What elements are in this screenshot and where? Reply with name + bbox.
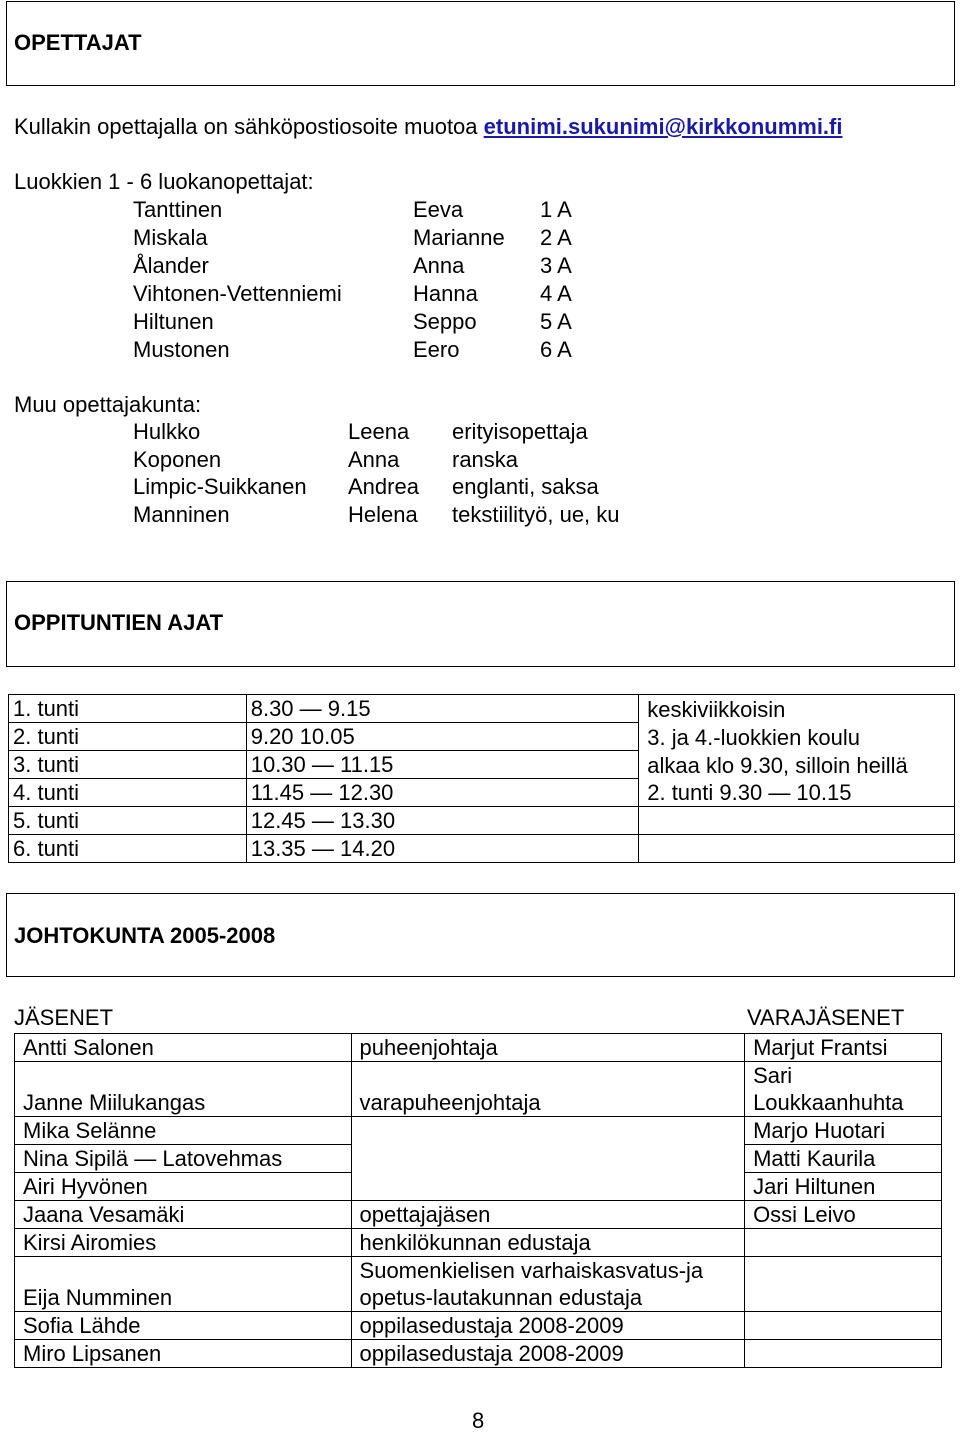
board-row — [15, 1201, 942, 1229]
board-deputy — [745, 1257, 942, 1312]
board-row — [15, 1062, 942, 1117]
staff-first: Helena — [348, 501, 418, 527]
lesson-name: 3. tunti — [9, 751, 247, 779]
staff-last: Limpic-Suikkanen — [133, 474, 307, 499]
board-role: Suomenkielisen varhaiskasvatus-ja opetus-lautakunnan edustaja — [351, 1257, 745, 1312]
class-teacher-first: Anna — [413, 253, 465, 278]
lesson-row — [9, 779, 955, 807]
lesson-time: 9.20 10.05 — [246, 723, 639, 751]
class-teacher-class: 6 A — [540, 337, 572, 362]
class-teacher-first: Marianne — [413, 225, 505, 250]
board-row — [15, 1229, 942, 1257]
board-row — [15, 1257, 942, 1312]
teachers-section-title: OPETTAJAT — [14, 30, 142, 55]
lesson-row — [9, 807, 955, 835]
lesson-note — [639, 835, 955, 863]
email-line-prefix: Kullakin opettajalla on sähköpostiosoite muotoa — [14, 114, 484, 139]
lesson-name: 6. tunti — [9, 835, 247, 863]
lesson-name: 1. tunti — [9, 695, 247, 723]
lesson-note: 3. ja 4.-luokkien koulu — [639, 723, 955, 751]
board-row — [15, 1312, 942, 1340]
class-teacher-first: Seppo — [413, 309, 477, 334]
page-number: 8 — [472, 1408, 485, 1433]
lesson-times-table — [8, 694, 955, 863]
staff-last: Manninen — [133, 501, 230, 527]
class-teacher-last: Miskala — [133, 225, 208, 250]
lesson-row — [9, 695, 955, 723]
class-teacher-class: 4 A — [540, 281, 572, 306]
lesson-time: 13.35 — 14.20 — [246, 835, 639, 863]
lesson-row — [9, 751, 955, 779]
lesson-note: keskiviikkoisin — [639, 695, 955, 723]
teachers-section-box — [6, 1, 955, 86]
lesson-time: 8.30 — 9.15 — [246, 695, 639, 723]
board-member: Janne Miilukangas — [15, 1062, 352, 1117]
staff-last: Koponen — [133, 446, 222, 472]
staff-last: Hulkko — [133, 419, 201, 444]
lesson-time: 12.45 — 13.30 — [246, 807, 639, 835]
lesson-name: 4. tunti — [9, 779, 247, 807]
class-teacher-last: Ålander — [133, 253, 209, 278]
board-deputy: Matti Kaurila — [745, 1145, 942, 1173]
class-teachers-heading: Luokkien 1 - 6 luokanopettajat: — [14, 169, 314, 194]
board-table — [14, 1033, 942, 1368]
board-deputy: Jari Hiltunen — [745, 1173, 942, 1201]
lesson-row — [9, 835, 955, 863]
board-role: oppilasedustaja 2008-2009 — [351, 1340, 745, 1368]
staff-first: Leena — [348, 419, 410, 444]
email-link[interactable]: etunimi.sukunimi@kirkkonummi.fi — [483, 114, 843, 139]
board-member: Kirsi Airomies — [15, 1229, 352, 1257]
class-teacher-class: 5 A — [540, 309, 572, 334]
board-section-title: JOHTOKUNTA 2005-2008 — [14, 923, 276, 948]
lesson-name: 2. tunti — [9, 723, 247, 751]
staff-first: Anna — [348, 446, 400, 472]
board-row — [15, 1034, 942, 1062]
other-staff-heading: Muu opettajakunta: — [14, 392, 202, 417]
board-member: Eija Numminen — [15, 1257, 352, 1312]
board-role: henkilökunnan edustaja — [351, 1229, 745, 1257]
staff-role: ranska — [452, 446, 519, 472]
class-teacher-class: 1 A — [540, 197, 572, 222]
board-member: Antti Salonen — [15, 1034, 352, 1062]
board-deputy: Marjut Frantsi — [745, 1034, 942, 1062]
lesson-time: 10.30 — 11.15 — [246, 751, 639, 779]
board-deputy: Marjo Huotari — [745, 1117, 942, 1145]
lesson-note: alkaa klo 9.30, silloin heillä — [639, 751, 955, 779]
board-role: opettajajäsen — [351, 1201, 745, 1229]
board-member: Mika Selänne — [15, 1117, 352, 1145]
board-role: varapuheenjohtaja — [351, 1062, 745, 1117]
board-members-label: JÄSENET — [14, 1005, 114, 1030]
class-teacher-last: Vihtonen-Vettenniemi — [133, 281, 342, 306]
class-teacher-last: Tanttinen — [133, 197, 223, 222]
class-teacher-class: 3 A — [540, 253, 572, 278]
board-member: Miro Lipsanen — [15, 1340, 352, 1368]
board-member: Jaana Vesamäki — [15, 1201, 352, 1229]
board-deputies-label: VARAJÄSENET — [747, 1005, 905, 1030]
lesson-name: 5. tunti — [9, 807, 247, 835]
class-teacher-first: Eero — [413, 337, 460, 362]
board-deputy — [745, 1340, 942, 1368]
class-teacher-last: Mustonen — [133, 337, 230, 362]
staff-role: erityisopettaja — [452, 419, 588, 444]
board-role: oppilasedustaja 2008-2009 — [351, 1312, 745, 1340]
board-role: puheenjohtaja — [351, 1034, 745, 1062]
board-member: Nina Sipilä — Latovehmas — [15, 1145, 352, 1173]
lesson-note — [639, 807, 955, 835]
class-teacher-class: 2 A — [540, 225, 572, 250]
board-member: Airi Hyvönen — [15, 1173, 352, 1201]
lesson-row — [9, 723, 955, 751]
lesson-note: 2. tunti 9.30 — 10.15 — [639, 779, 955, 807]
class-teacher-first: Hanna — [413, 281, 478, 306]
lesson-time: 11.45 — 12.30 — [246, 779, 639, 807]
board-deputy: Sari Loukkaanhuhta — [745, 1062, 942, 1117]
class-teacher-last: Hiltunen — [133, 309, 214, 334]
staff-first: Andrea — [348, 474, 419, 499]
class-teacher-first: Eeva — [413, 197, 464, 222]
staff-role: tekstiilityö, ue, ku — [452, 501, 620, 527]
board-deputy — [745, 1229, 942, 1257]
board-deputy — [745, 1312, 942, 1340]
board-deputy: Ossi Leivo — [745, 1201, 942, 1229]
board-row — [15, 1117, 942, 1145]
board-role — [351, 1117, 745, 1201]
email-line — [14, 113, 842, 141]
staff-role: englanti, saksa — [452, 474, 599, 499]
board-row — [15, 1340, 942, 1368]
board-member: Sofia Lähde — [15, 1312, 352, 1340]
times-section-title: OPPITUNTIEN AJAT — [14, 610, 224, 635]
